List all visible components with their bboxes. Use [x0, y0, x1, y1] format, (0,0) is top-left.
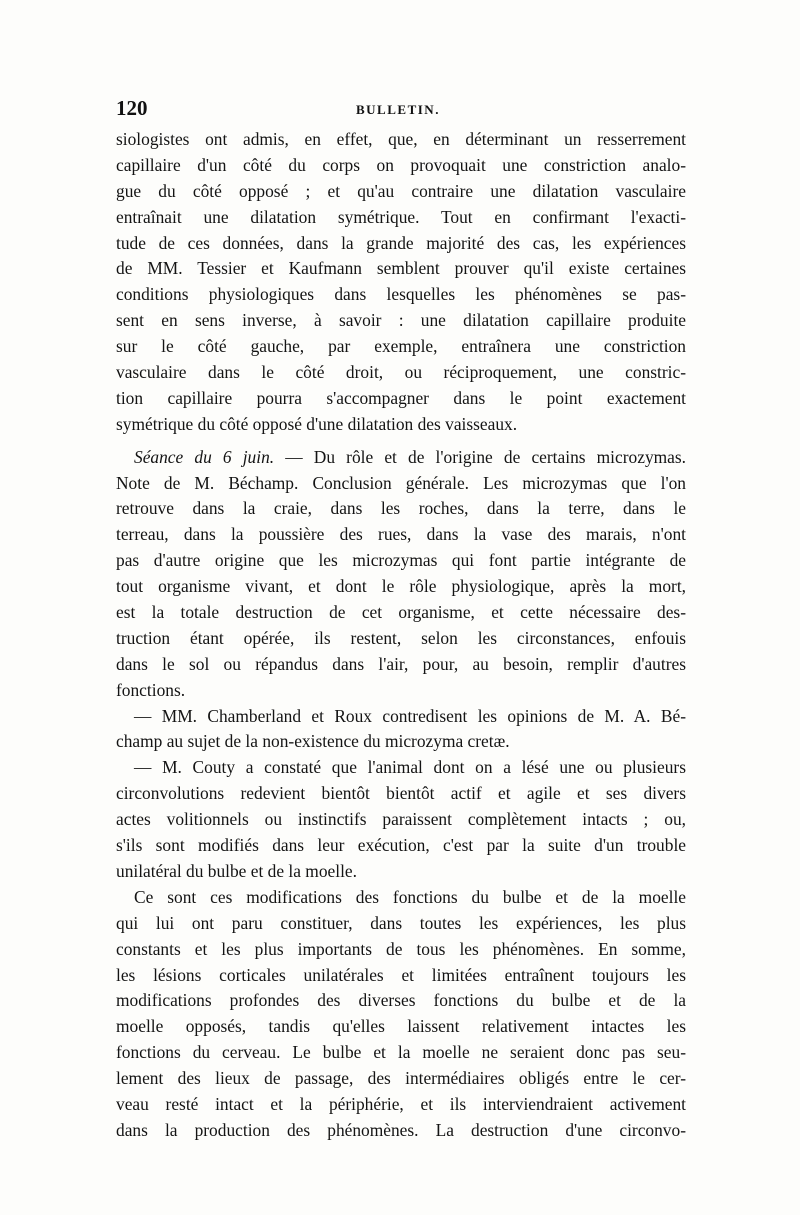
running-title: BULLETIN.	[356, 102, 440, 117]
text-line: entraînait une dilatation symétrique. Tout en confirmant l'exacti-	[116, 206, 686, 227]
text-line: champ au sujet de la non-existence du microzyma cretæ.	[116, 731, 510, 752]
text-line: lement des lieux de passage, des intermédiaires obligés entre le cer-	[116, 1068, 686, 1089]
text-line: est la totale destruction de cet organisme, et cette nécessaire des-	[116, 602, 686, 623]
text-line: sur le côté gauche, par exemple, entraînera une constriction	[116, 336, 686, 357]
text-line: modifications profondes des diverses fonctions du bulbe et de la	[116, 990, 686, 1011]
text-line: siologistes ont admis, en effet, que, en déterminant un resserrement	[116, 129, 686, 149]
text-line: les lésions corticales unilatérales et limitées entraînent toujours les	[116, 964, 686, 985]
session-date: Séance du 6 juin.	[134, 446, 275, 467]
text-line: s'ils sont modifiés dans leur exécution, c'est par la suite d'un trouble	[116, 835, 686, 856]
text-line: — M. Couty a constaté que l'animal dont on a lésé une ou plusieurs	[134, 757, 686, 778]
text-line: Ce sont ces modifications des fonctions du bulbe et de la moelle	[134, 886, 686, 907]
text-line: moelle opposés, tandis qu'elles laissent relativement intactes les	[116, 1016, 686, 1037]
session-heading-line	[116, 445, 686, 471]
page-number: 120	[116, 96, 148, 120]
paragraph-seance	[116, 445, 686, 704]
text-line: dans la production des phénomènes. La destruction d'une circonvo-	[116, 1119, 686, 1140]
session-title: — Du rôle et de l'origine de certains microzymas.	[274, 446, 686, 467]
text-line: — MM. Chamberland et Roux contredisent les opinions de M. A. Bé-	[134, 705, 686, 726]
text-line: fonctions.	[116, 679, 186, 700]
text-line: dans le sol ou répandus dans l'air, pour, au besoin, remplir d'autres	[116, 653, 686, 674]
text-line: vasculaire dans le côté droit, ou réciproquement, une constric-	[116, 362, 686, 383]
text-line: Note de M. Béchamp. Conclusion générale. Les microzymas que l'on	[116, 472, 686, 493]
text-line: constants et les plus importants de tous les phénomènes. En somme,	[116, 938, 686, 959]
text-line: truction étant opérée, ils restent, selon les circonstances, enfouis	[116, 627, 686, 648]
running-head	[116, 96, 686, 122]
text-line: tude de ces données, dans la grande majorité des cas, les expériences	[116, 232, 686, 253]
text-line: terreau, dans la poussière des rues, dans la vase des marais, n'ont	[116, 524, 686, 545]
paragraph-couty	[116, 755, 686, 884]
text-line: fonctions du cerveau. Le bulbe et la moelle ne seraient donc pas seu-	[116, 1042, 686, 1063]
paragraph-conclusion	[116, 885, 686, 1144]
text-line: symétrique du côté opposé d'une dilatation des vaisseaux.	[116, 413, 518, 434]
text-line: capillaire d'un côté du corps on provoquait une constriction analo-	[116, 154, 686, 175]
text-line: veau resté intact et la périphérie, et ils interviendraient activement	[116, 1093, 686, 1114]
text-line: retrouve dans la craie, dans les roches, dans la terre, dans le	[116, 498, 686, 519]
text-line: actes volitionnels ou instinctifs paraissent complètement intacts ; ou,	[116, 809, 686, 830]
text-line: tout organisme vivant, et dont le rôle physiologique, après la mort,	[116, 576, 686, 597]
text-line: tion capillaire pourra s'accompagner dans le point exactement	[116, 387, 686, 408]
text-line: circonvolutions redevient bientôt bientôt actif et agile et ses divers	[116, 783, 686, 804]
text-line: de MM. Tessier et Kaufmann semblent prouver qu'il existe certaines	[116, 258, 686, 279]
paragraph-chamberland	[116, 704, 686, 756]
paragraph-physiology	[116, 127, 686, 438]
body-text	[116, 127, 686, 1144]
text-line: conditions physiologiques dans lesquelles les phénomènes se pas-	[116, 284, 686, 305]
text-line: pas d'autre origine que les microzymas qui font partie intégrante de	[116, 550, 686, 571]
text-line: qui lui ont paru constituer, dans toutes les expériences, les plus	[116, 912, 686, 933]
text-line: sent en sens inverse, à savoir : une dilatation capillaire produite	[116, 310, 686, 331]
text-line: unilatéral du bulbe et de la moelle.	[116, 860, 357, 881]
text-line: gue du côté opposé ; et qu'au contraire une dilatation vasculaire	[116, 180, 686, 201]
